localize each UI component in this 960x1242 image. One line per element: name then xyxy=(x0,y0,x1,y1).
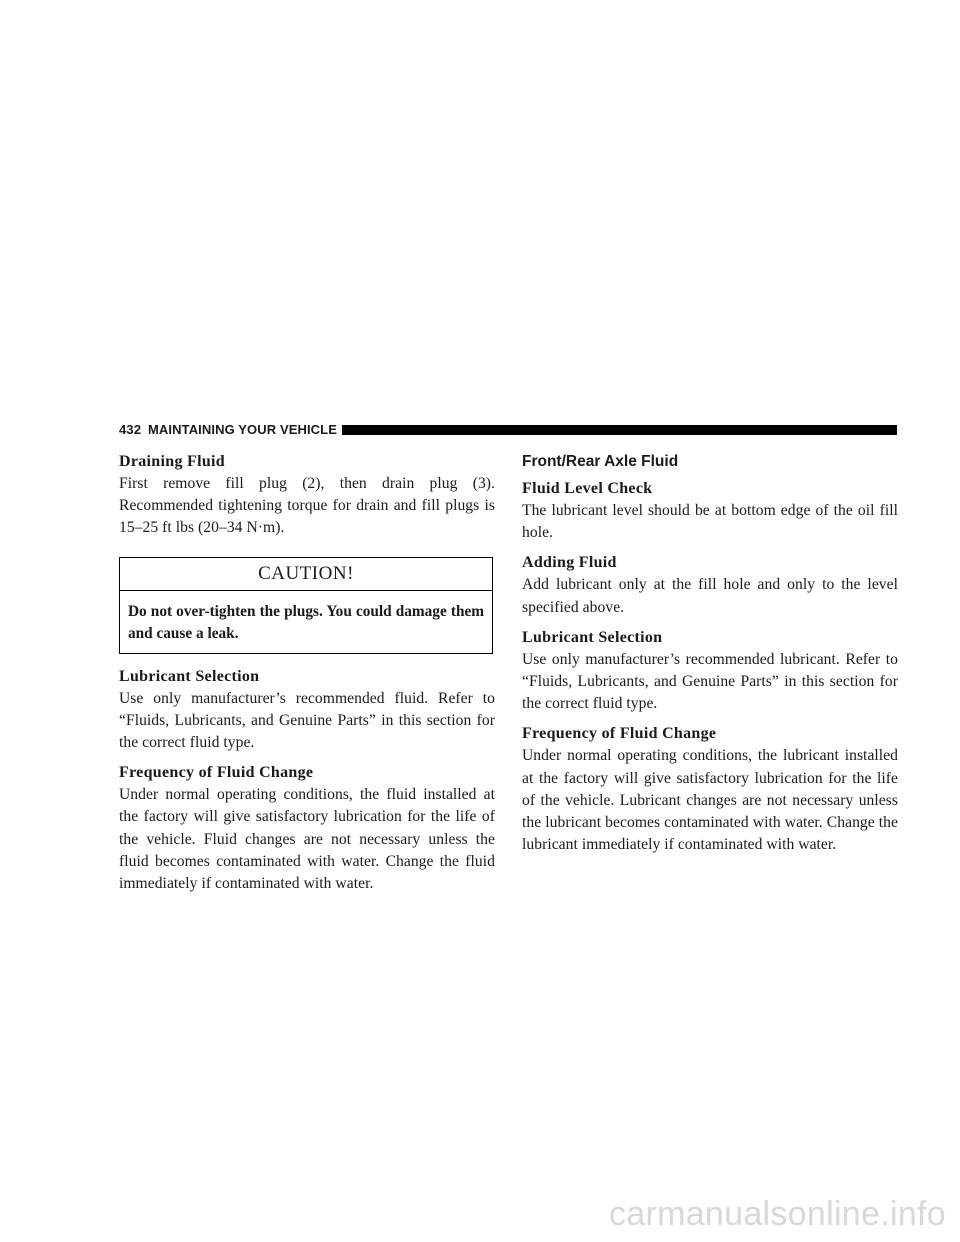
adding-fluid-text: Add lubricant only at the fill hole and only to the level specified above. xyxy=(522,576,898,616)
lubricant-selection-heading: Lubricant Selection xyxy=(119,667,260,685)
axle-frequency-text: Under normal operating conditions, the lubricant installed at the factory will give satisfactory lubrication for the life of the vehicle. Lubricant changes are not necessary unless the lubricant becomes contaminated with water. Change the lubricant immediately if contaminated with water. xyxy=(522,747,898,854)
frequency-heading: Frequency of Fluid Change xyxy=(119,764,314,782)
section-title: MAINTAINING YOUR VEHICLE xyxy=(148,422,337,437)
right-column xyxy=(522,451,898,856)
draining-fluid-text: First remove fill plug (2), then drain plug (3). Recommended tightening torque for drain and fill plugs is 15–25 ft lbs (20–34 N·m). xyxy=(119,475,495,537)
lubricant-selection-text: Use only manufacturer’s recommended fluid. Refer to “Fluids, Lubricants, and Genuine Parts” in this section for the correct fluid type. xyxy=(119,689,495,752)
page-number: 432 xyxy=(119,422,142,437)
axle-fluid-heading: Front/Rear Axle Fluid xyxy=(522,453,679,470)
caution-box xyxy=(119,557,493,654)
caution-title: CAUTION! xyxy=(120,558,492,591)
left-column xyxy=(119,451,495,895)
draining-fluid-heading: Draining Fluid xyxy=(119,453,226,470)
page-header xyxy=(119,421,897,439)
fluid-level-check-heading: Fluid Level Check xyxy=(522,480,653,497)
frequency-text: Under normal operating conditions, the fluid installed at the factory will give satisfactory lubrication for the life of the vehicle. Fluid changes are not necessary unless the fluid becomes contaminated with water. Change the fluid immediately if contaminated with water. xyxy=(119,786,495,893)
axle-lubricant-selection-heading: Lubricant Selection xyxy=(522,628,663,646)
axle-lubricant-selection-text: Use only manufacturer’s recommended lubricant. Refer to “Fluids, Lubricants, and Genuine Parts” in this section for the correct fluid type. xyxy=(522,650,898,713)
axle-frequency-heading: Frequency of Fluid Change xyxy=(522,725,717,743)
header-rule xyxy=(342,425,897,435)
watermark: carmanualsonline.info xyxy=(608,1195,946,1233)
adding-fluid-heading: Adding Fluid xyxy=(522,554,617,572)
caution-text: Do not over-tighten the plugs. You could damage them and cause a leak. xyxy=(128,602,484,642)
fluid-level-check-text: The lubricant level should be at bottom edge of the oil fill hole. xyxy=(522,502,898,542)
